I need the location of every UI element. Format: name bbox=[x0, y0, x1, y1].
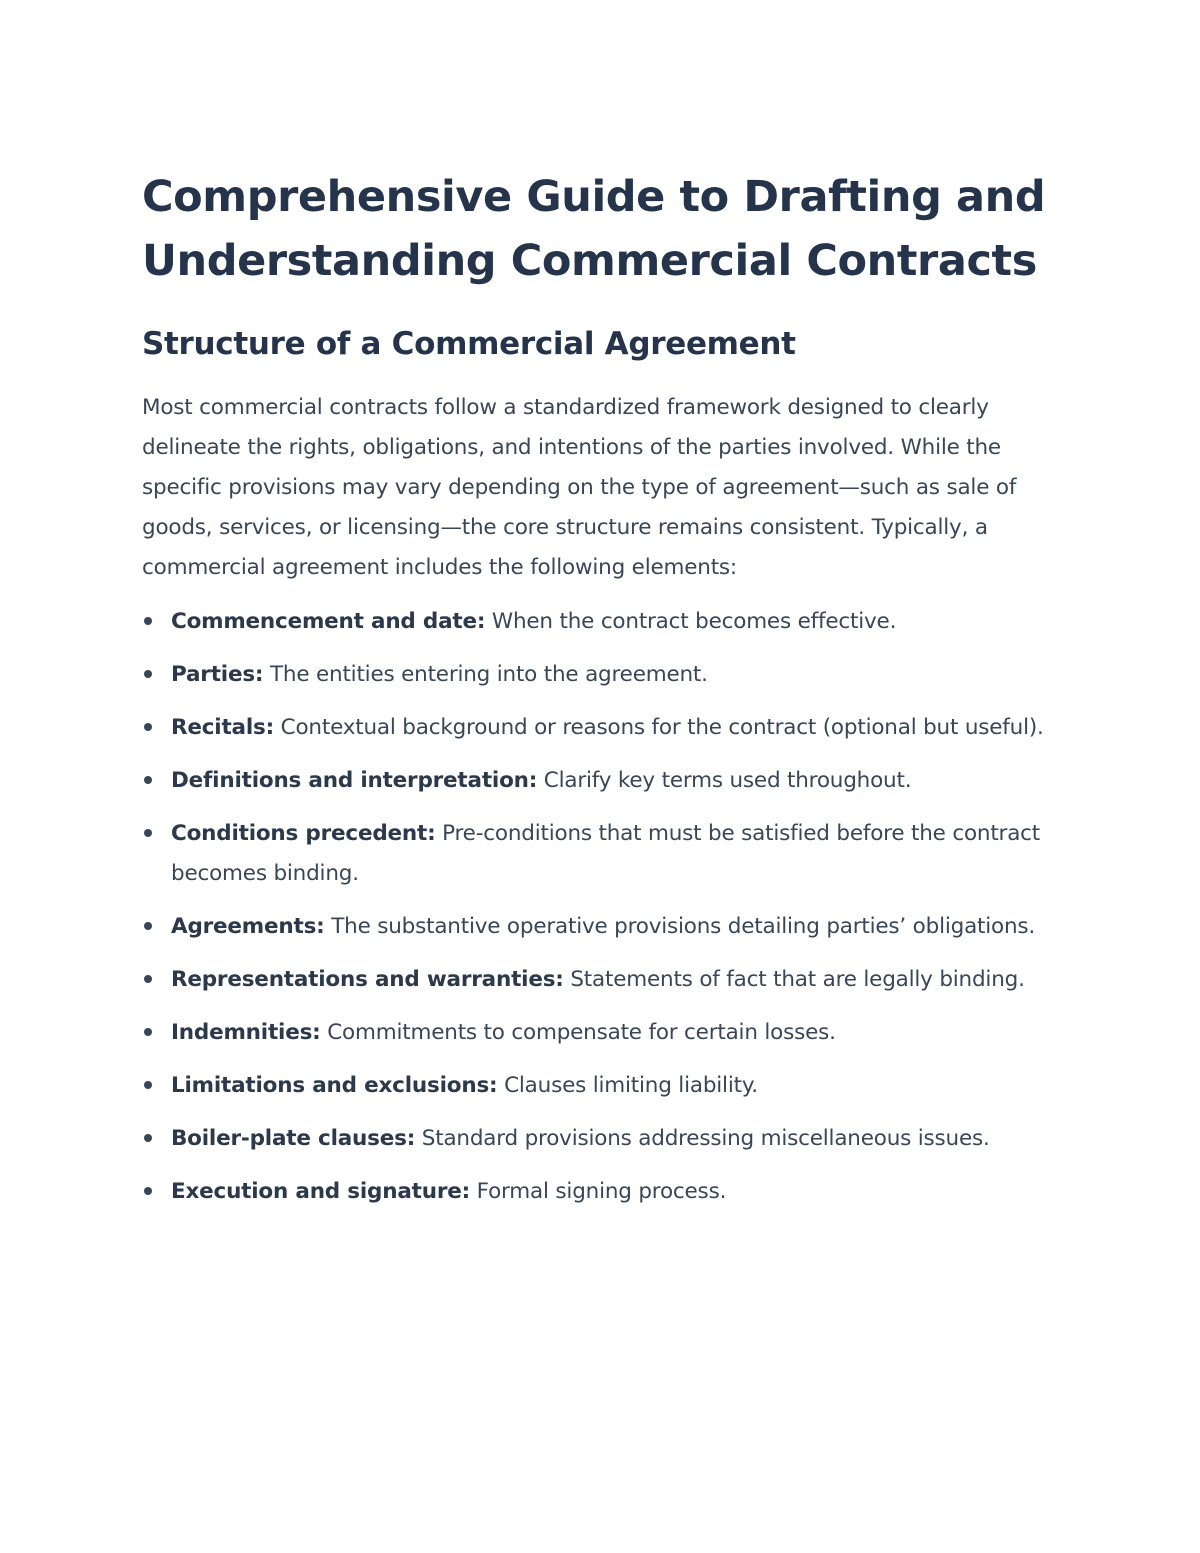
element-description: When the contract becomes effective. bbox=[491, 609, 897, 634]
bullet-icon bbox=[144, 1134, 152, 1142]
list-item bbox=[142, 602, 1057, 642]
list-item bbox=[142, 1013, 1057, 1053]
element-description: Standard provisions addressing miscellaneous issues. bbox=[421, 1126, 990, 1151]
element-term: Agreements: bbox=[171, 914, 325, 939]
element-term: Commencement and date: bbox=[171, 609, 486, 634]
list-item bbox=[142, 761, 1057, 801]
bullet-icon bbox=[144, 975, 152, 983]
section-heading: Structure of a Commercial Agreement bbox=[142, 326, 796, 362]
element-term: Execution and signature: bbox=[171, 1179, 471, 1204]
element-description: Clarify key terms used throughout. bbox=[543, 768, 912, 793]
element-term: Recitals: bbox=[171, 715, 275, 740]
document-title: Comprehensive Guide to Drafting and Understanding Commercial Contracts bbox=[142, 172, 1046, 286]
bullet-icon bbox=[144, 670, 152, 678]
list-item bbox=[142, 655, 1057, 695]
bullet-icon bbox=[144, 829, 152, 837]
element-description: Formal signing process. bbox=[476, 1179, 727, 1204]
intro-paragraph: Most commercial contracts follow a standardized framework designed to clearly delineate the rights, obligations, and intentions of the parties involved. While the specific provisions may vary depending on the type of agreement—such as sale of goods, services, or licensing—the core structure remains consistent. Typically, a commercial agreement includes the following elements: bbox=[142, 395, 1017, 580]
element-description: The substantive operative provisions detailing parties’ obligations. bbox=[331, 914, 1036, 939]
bullet-icon bbox=[144, 776, 152, 784]
element-description: Clauses limiting liability. bbox=[504, 1073, 758, 1098]
bullet-icon bbox=[144, 1081, 152, 1089]
list-item bbox=[142, 907, 1057, 947]
element-description: Pre-conditions that must be satisfied before the contract becomes binding. bbox=[171, 821, 1041, 886]
list-item bbox=[142, 1172, 1057, 1212]
bullet-icon bbox=[144, 1028, 152, 1036]
list-item bbox=[142, 814, 1057, 894]
list-item bbox=[142, 1119, 1057, 1159]
document-page bbox=[142, 165, 1057, 1225]
element-description: The entities entering into the agreement. bbox=[269, 662, 708, 687]
element-description: Commitments to compensate for certain losses. bbox=[327, 1020, 836, 1045]
bullet-icon bbox=[144, 922, 152, 930]
list-item bbox=[142, 960, 1057, 1000]
element-term: Definitions and interpretation: bbox=[171, 768, 538, 793]
element-description: Contextual background or reasons for the contract (optional but useful). bbox=[280, 715, 1044, 740]
element-term: Indemnities: bbox=[171, 1020, 321, 1045]
element-term: Limitations and exclusions: bbox=[171, 1073, 498, 1098]
element-term: Representations and warranties: bbox=[171, 967, 564, 992]
contract-elements-list bbox=[142, 602, 1057, 1212]
element-term: Parties: bbox=[171, 662, 264, 687]
bullet-icon bbox=[144, 723, 152, 731]
list-item bbox=[142, 708, 1057, 748]
element-description: Statements of fact that are legally binding. bbox=[570, 967, 1025, 992]
bullet-icon bbox=[144, 617, 152, 625]
element-term: Conditions precedent: bbox=[171, 821, 436, 846]
bullet-icon bbox=[144, 1187, 152, 1195]
list-item bbox=[142, 1066, 1057, 1106]
element-term: Boiler-plate clauses: bbox=[171, 1126, 416, 1151]
